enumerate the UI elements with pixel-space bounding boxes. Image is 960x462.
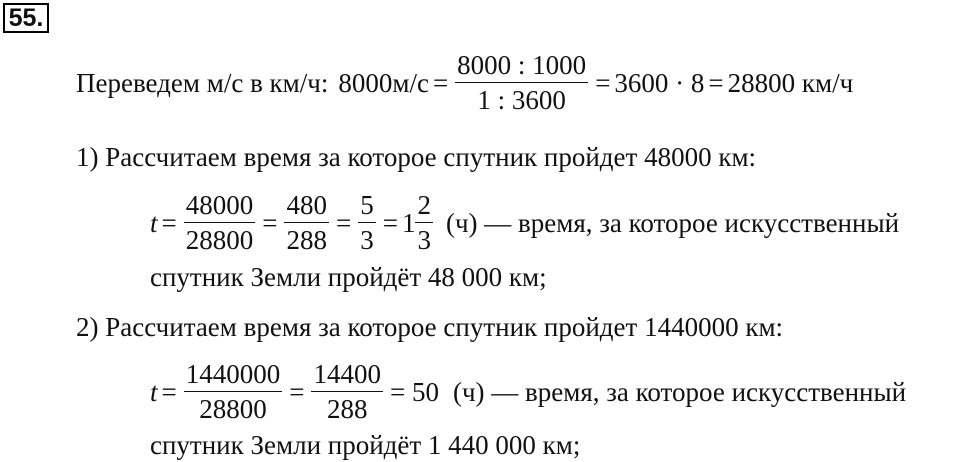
conversion-result: 28800 км/ч: [727, 67, 854, 98]
step2-formula: [150, 357, 906, 426]
fraction-numerator: 1440000: [185, 359, 281, 389]
fraction: [284, 188, 329, 257]
fraction-numerator: 48000: [185, 190, 254, 220]
equals-sign: =: [595, 67, 611, 98]
step1-heading: 1) Рассчитаем время за которое спутник пройдет 48000 км:: [76, 142, 757, 172]
mixed-whole: 1: [401, 207, 416, 238]
conversion-lhs: 8000м/с: [338, 67, 429, 98]
fraction-denominator: 3: [417, 225, 431, 255]
variable-t: t: [150, 376, 158, 407]
step1-continuation: спутник Земли пройдёт 48 000 км;: [150, 262, 547, 292]
step2-continuation: спутник Земли пройдёт 1 440 000 км;: [150, 430, 581, 460]
fraction: [311, 357, 383, 426]
step2-value: = 50: [389, 376, 439, 407]
step2-heading: 2) Рассчитаем время за которое спутник пройдет 1440000 км:: [76, 312, 784, 342]
conversion-intro: Переведем м/с в км/ч:: [76, 67, 329, 98]
equals-sign: =: [708, 67, 724, 98]
fraction-numerator: 5: [360, 190, 374, 220]
fraction-denominator: 288: [286, 225, 327, 255]
fraction-numerator: 14400: [313, 359, 381, 389]
conversion-line: [76, 48, 853, 117]
fraction-denominator: 28800: [185, 225, 254, 255]
fraction: [415, 188, 433, 257]
problem-number: 55.: [3, 3, 49, 33]
step2-tail: (ч) — время, за которое искусственный: [452, 376, 907, 407]
fraction-denominator: 1 : 3600: [477, 85, 566, 115]
equals-sign: =: [262, 207, 278, 238]
equals-sign: =: [161, 376, 177, 407]
equals-sign: =: [161, 207, 177, 238]
equals-sign: =: [432, 67, 449, 98]
fraction-denominator: 28800: [199, 394, 267, 424]
fraction-numerator: 8000 : 1000: [457, 50, 587, 80]
fraction: [184, 357, 283, 426]
conversion-step: 3600 · 8: [614, 67, 705, 98]
equals-sign: =: [289, 376, 305, 407]
equals-sign: =: [382, 207, 398, 238]
fraction-denominator: 3: [360, 225, 374, 255]
step1-tail: (ч) — время, за которое искусственный: [445, 207, 900, 238]
fraction: [184, 188, 256, 257]
equals-sign: =: [335, 207, 352, 238]
fraction-numerator: 2: [417, 190, 431, 220]
fraction: [358, 188, 376, 257]
variable-t: t: [150, 207, 158, 238]
fraction-numerator: 480: [286, 190, 327, 220]
step1-formula: [150, 188, 899, 257]
conversion-fraction: [455, 48, 588, 117]
fraction-denominator: 288: [326, 394, 368, 424]
